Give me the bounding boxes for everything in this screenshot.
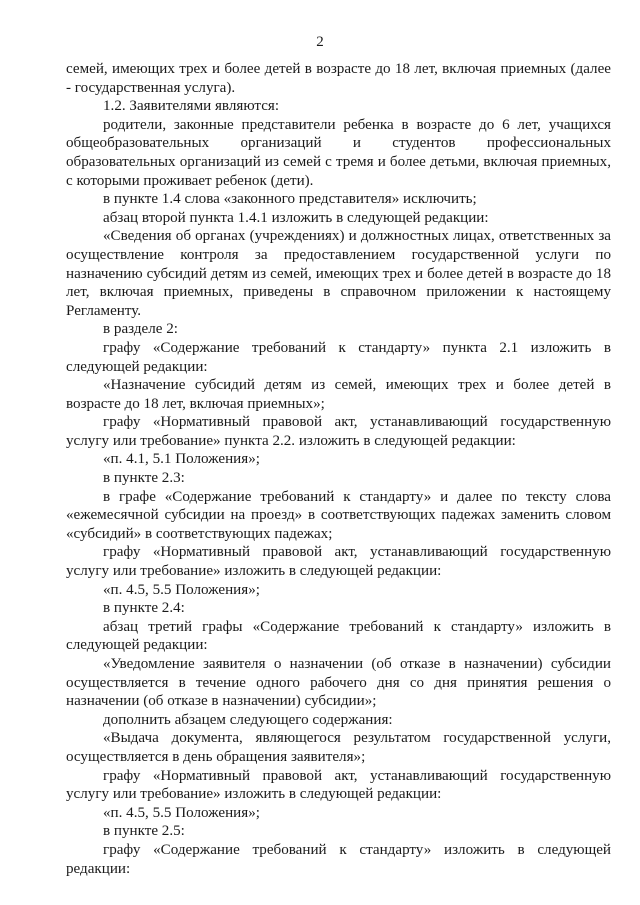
paragraph: в пункте 1.4 слова «законного представителя» исключить; bbox=[103, 191, 477, 208]
paragraph: в пункте 2.3: bbox=[103, 470, 185, 487]
document-body bbox=[66, 60, 611, 878]
paragraph: «Выдача документа, являющегося результатом государственной услуги, осуществляется в день обращения заявителя»; bbox=[66, 730, 611, 765]
paragraph: в разделе 2: bbox=[103, 321, 178, 338]
paragraph: «Назначение субсидий детям из семей, имеющих трех и более детей в возрасте до 18 лет, включая приемных»; bbox=[66, 377, 611, 412]
paragraph: графу «Нормативный правовой акт, устанавливающий государственную услугу или требование» изложить в следующей редакции: bbox=[66, 767, 611, 803]
paragraph: абзац второй пункта 1.4.1 изложить в следующей редакции: bbox=[103, 209, 489, 226]
paragraph: в пункте 2.5: bbox=[103, 823, 185, 840]
paragraph: графу «Нормативный правовой акт, устанавливающий государственную услугу или требование» изложить в следующей редакции: bbox=[66, 544, 611, 580]
page-number: 2 bbox=[316, 34, 324, 50]
paragraph: графу «Содержание требований к стандарту» изложить в следующей редакции: bbox=[66, 841, 611, 877]
paragraph: 1.2. Заявителями являются: bbox=[103, 98, 280, 115]
paragraph: семей, имеющих трех и более детей в возрасте до 18 лет, включая приемных (далее - государственная услуга). bbox=[66, 61, 611, 96]
paragraph: «п. 4.5, 5.5 Положения»; bbox=[103, 804, 260, 821]
paragraph: в пункте 2.4: bbox=[103, 600, 185, 617]
paragraph: родители, законные представители ребенка в возрасте до 6 лет, учащихся общеобразовательных организаций и студентов профессиональных образовательных организаций из семей с тремя и более детьми, включая приемных, с которыми проживает ребенок (дети). bbox=[66, 116, 611, 189]
paragraph: графу «Содержание требований к стандарту» пункта 2.1 изложить в следующей редакции: bbox=[66, 339, 611, 375]
paragraph: в графе «Содержание требований к стандарту» и далее по тексту слова «ежемесячной субсидии на проезд» в соответствующих падежах заменить словом «субсидий» в соответствующих падежах; bbox=[66, 488, 611, 542]
paragraph: абзац третий графы «Содержание требований к стандарту» изложить в следующей редакции: bbox=[66, 618, 611, 654]
paragraph: «Сведения об органах (учреждениях) и должностных лицах, ответственных за осуществление контроля за предоставлением государственной услуги по назначению субсидий детям из семей, имеющих трех и более детей в возрасте до 18 лет, включая приемных, приведены в справочном приложении к настоящему Регламенту. bbox=[66, 228, 611, 319]
paragraph: «Уведомление заявителя о назначении (об отказе в назначении) субсидии осуществляется в течение одного рабочего дня со дня принятия решения о назначении (об отказе в назначении) субсидии»; bbox=[66, 656, 611, 710]
paragraph: графу «Нормативный правовой акт, устанавливающий государственную услугу или требование» пункта 2.2. изложить в следующей редакции: bbox=[66, 414, 611, 449]
paragraph: «п. 4.1, 5.1 Положения»; bbox=[103, 451, 260, 468]
paragraph: дополнить абзацем следующего содержания: bbox=[103, 711, 393, 728]
paragraph: «п. 4.5, 5.5 Положения»; bbox=[103, 581, 260, 598]
